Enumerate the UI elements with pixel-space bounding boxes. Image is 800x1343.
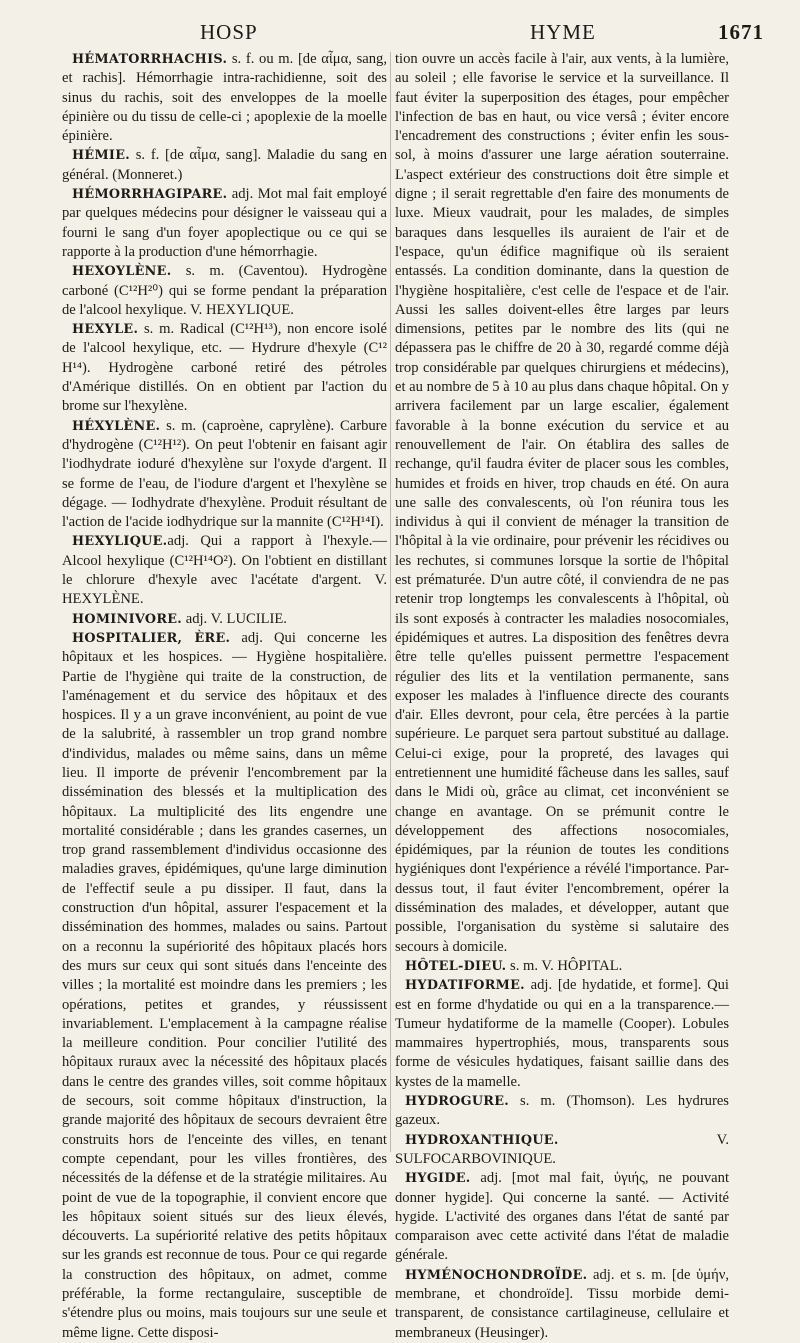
entry-headword: HYDROXANTHIQUE.	[405, 1132, 559, 1148]
dictionary-entry	[62, 532, 387, 609]
dictionary-entry	[62, 185, 387, 262]
dictionary-entry-continuation	[395, 50, 729, 957]
entry-definition: s. m. V. HÔPITAL.	[506, 957, 623, 974]
entry-headword: HOSPITALIER, ÈRE.	[72, 630, 231, 646]
dictionary-entry	[62, 146, 387, 185]
entry-headword: HÉMATORRHACHIS.	[72, 52, 228, 67]
entry-definition: adj. [mot mal fait, ὑγιής, ne pouvant donner hygide]. Qui concerne la santé. — Activité hygide. L'activité des organes dans l'état de santé par comparaison avec cette activité dans l'état de maladie générale.	[395, 1170, 729, 1264]
running-header	[60, 20, 764, 46]
entry-definition: tion ouvre un accès facile à l'air, aux vents, à la lumière, au soleil ; elle favorise le service et la surveillance. Il faut éviter la superposition des étages, pour empêcher l'infection de bas en haut, ou vice versâ ; éviter encore l'encadrement des constructions ; éviter enfin les sous-sol, à moins d'assurer une large aération souterraine. L'aspect extérieur des constructions doit être simple et digne ; il serait regrettable d'en faire des monuments de luxe. Mieux vaudrait, pour les malades, de simples baraques dans lesquelles ils auraient de l'air et de l'espace, qu'un édifice magnifique où ils seraient entassés. La condition dominante, dans la question de l'hygiène hospitalière, c'est celle de l'espace et de l'air. Aussi les salles doivent-elles être larges par leurs dimensions, petites par le nombre des lits (qui ne dépassera pas le chiffre de 20 à 30, regardé comme déjà trop considérable par quelques chirurgiens et médecins), et au nombre de 5 à 10 au plus dans chaque hôpital. On y arrivera facilement par un large escalier, également favorable à la bonne exécution du service et au renouvellement de l'air. On établira des salles de rechange, qu'il faudra éviter de placer sous les combles, humides et froids en hiver, trop chauds en été. On aura une salle des convalescents, où l'on réunira tous les individus à qui il convient de ménager la transition de l'hôpital à la vie ordinaire, pour prévenir les récidives ou les rechutes, si communes lorsque la sortie de l'hôpital est prématurée. D'un autre côté, il conviendra de ne pas retenir trop longtemps les convalescents à l'hôpital, où ils sont exposés à contracter les maladies nosocomiales, épidémiques et autres. La disposition des fenêtres devra être telle qu'elles puissent permettre l'espacement régulier des lits et la ventilation permanente, sans exposer les malades à l'influence directe des courants d'air. Elles devront, pour cela, être percées à la partie supérieure. Le parquet sera partout substitué au dallage. Celui-ci exige, pour la propreté, des lavages qui entretiennent une humidité fâcheuse dans les salles, sauf dans le Midi où, grâce au climat, cet inconvénient se change en avantage. On se prémunit contre le développement des affections nosocomiales, épidémiques, par la réunion de toutes les conditions hygiéniques dont l'expérience a révélé l'importance. Par-dessus tout, il faut éviter l'encombrement, opérer la dissémination des malades, et développer, autant que possible, l'organisation du système si salutaire des secours à domicile.	[395, 51, 729, 955]
entry-definition: s. m. (Thomson). Les hydrures gazeux.	[395, 1093, 729, 1129]
entry-definition: adj. Mot mal fait employé par quelques médecins pour désigner le vaisseau qui a fourni le sang d'un foyer apoplectique ou ce qui se rapporte à la production d'une hémorrhagie.	[62, 186, 387, 260]
dictionary-entry	[62, 417, 387, 533]
right-running-head: HYME	[530, 20, 596, 44]
dictionary-entry	[395, 957, 729, 976]
dictionary-entry	[62, 262, 387, 320]
dictionary-entry	[395, 976, 729, 1092]
entry-definition: s. m. Radical (C¹²H¹³), non encore isolé de l'alcool hexylique, etc. — Hydrure d'hexyle (C¹² H¹⁴). Hydrogène carboné retiré des pétroles d'Amérique distillés. On en obtient par l'action du brome sur l'hexylène.	[62, 321, 387, 415]
entry-definition: s. f. ou m. [de αἷμα, sang, et rachis]. Hémorrhagie intra-rachidienne, soit des sinus du rachis, soit des enveloppes de la moelle épinière ou du tissu de celle-ci ; apoplexie de la moelle épinière.	[62, 51, 387, 145]
entry-headword: HYGIDE.	[405, 1171, 471, 1187]
entry-headword: HYDROGURE.	[405, 1094, 510, 1110]
dictionary-entry	[395, 1169, 729, 1265]
entry-definition: adj. V. LUCILIE.	[182, 610, 287, 627]
entry-definition: s. f. [de αἷμα, sang]. Maladie du sang en général. (Monneret.)	[62, 147, 387, 183]
column-divider	[390, 52, 391, 1152]
left-running-head: HOSP	[200, 20, 258, 44]
entry-headword: HÉMORRHAGIPARE.	[72, 187, 228, 203]
dictionary-entry	[62, 629, 387, 1343]
dictionary-entry	[395, 1092, 729, 1131]
entry-headword: HÔTEL-DIEU.	[405, 958, 507, 974]
dictionary-entry	[395, 1266, 729, 1343]
entry-definition: s. m. (Caventou). Hydrogène carboné (C¹²H²⁰) qui se forme pendant la préparation de l'alcool hexylique. V. HEXYLIQUE.	[62, 263, 387, 318]
right-column	[395, 50, 729, 1341]
entry-headword: HÉMIE.	[72, 148, 131, 164]
entry-headword: HOMINIVORE.	[72, 611, 183, 627]
left-column	[62, 50, 387, 1341]
dictionary-entry	[395, 1131, 729, 1170]
entry-headword: HYDATIFORME.	[405, 978, 525, 994]
entry-definition: adj. Qui concerne les hôpitaux et les hospices. — Hygiène hospitalière. Partie de l'hygiène qui traite de la construction, de l'aménagement et du service des hôpitaux et des hospices. Il y a un grave inconvénient, au point de vue de la salubrité, à rassembler un trop grand nombre d'individus, malades ou même sains, dans un même lieu. Il importe de prévenir l'encombrement par la dissémination des blessés et la multiplication des hôpitaux. La multiplicité des lits engendre une mortalité considérable ; dans les grandes casernes, un trop grand rassemblement d'individus occasionne des maladies graves, épidémiques, qu'une large diminution de l'effectif seule a pu dissiper. Il faut, dans la construction d'un hôpital, assurer l'espacement et la dissémination des hommes, malades ou sains. Partout on a reconnu la supériorité des hôpitaux placés hors des murs sur ceux qui sont situés dans l'enceinte des villes ; la mortalité est moindre dans les premiers ; les opérations, petites et grandes, y réussissent invariablement. L'emplacement à la campagne réalise la meilleure condition. Pour concilier l'utilité des hôpitaux ruraux avec la nécessité des hôpitaux placés dans le centre des grandes villes, soit comme hôpitaux de secours, soit comme hôpitaux d'instruction, la grande majorité des hôpitaux de secours devraient être construits hors de l'enceinte des villes, en tenant compte cependant, pour les villes frontières, des nécessités de la défense et de la stratégie militaires. Au point de vue de la topographie, il convient encore que les hôpitaux soient situés sur des lieux élevés, découverts. La supériorité relative des petits hôpitaux sur les grands est reconnue de tous. Pour ce qui regarde la construction des hôpitaux, on admet, comme préférable, la forme rectangulaire, susceptible de s'étendre plus ou moins, mais toujours sur une seule et même ligne. Cette disposi-	[62, 629, 387, 1341]
page-number: 1671	[718, 20, 764, 44]
dictionary-entry	[62, 50, 387, 146]
entry-headword: HEXYLIQUE.	[72, 534, 168, 550]
entry-definition: V. SULFOCARBOVINIQUE.	[395, 1131, 729, 1167]
entry-definition: adj. et s. m. [de ὑμήν, membrane, et chondroïde]. Tissu morbide demi-transparent, de consistance cartilagineuse, cellulaire et membraneux (Heusinger).	[395, 1266, 729, 1341]
entry-headword: HEXYLE.	[72, 322, 139, 338]
dictionary-entry	[62, 320, 387, 416]
entry-definition: s. m. (caproène, caprylène). Carbure d'hydrogène (C¹²H¹²). On peut l'obtenir en faisant agir l'iodhydrate ioduré d'hexylène sur l'oxyde d'argent. Il se forme de l'eau, de l'iodure d'argent et l'hexylène se dégage. — Iodhydrate d'hexylène. Produit résultant de l'action de l'acide iodhydrique sur la mannite (C¹²H¹⁴I).	[62, 417, 387, 531]
entry-headword: HEXOYLÈNE.	[72, 264, 172, 280]
entry-headword: HYMÉNOCHONDROÏDE.	[405, 1267, 588, 1283]
entry-headword: HÉXYLÈNE.	[72, 418, 161, 434]
entry-definition: adj. [de hydatide, et forme]. Qui est en forme d'hydatide ou qui en a la transparence.— Tumeur hydatiforme de la mamelle (Cooper). Lobules mammaires hypertrophiés, mous, transparents sous forme de vésicules hydatiques, faisant saillie dans des kystes de la mamelle.	[395, 977, 729, 1090]
entry-definition: adj. Qui a rapport à l'hexyle.—Alcool hexylique (C¹²H¹⁴O²). On l'obtient en distillant le chlorure d'hexyle avec l'acétate d'argent. V. HEXYLÈNE.	[62, 533, 387, 608]
dictionary-entry	[62, 610, 387, 629]
